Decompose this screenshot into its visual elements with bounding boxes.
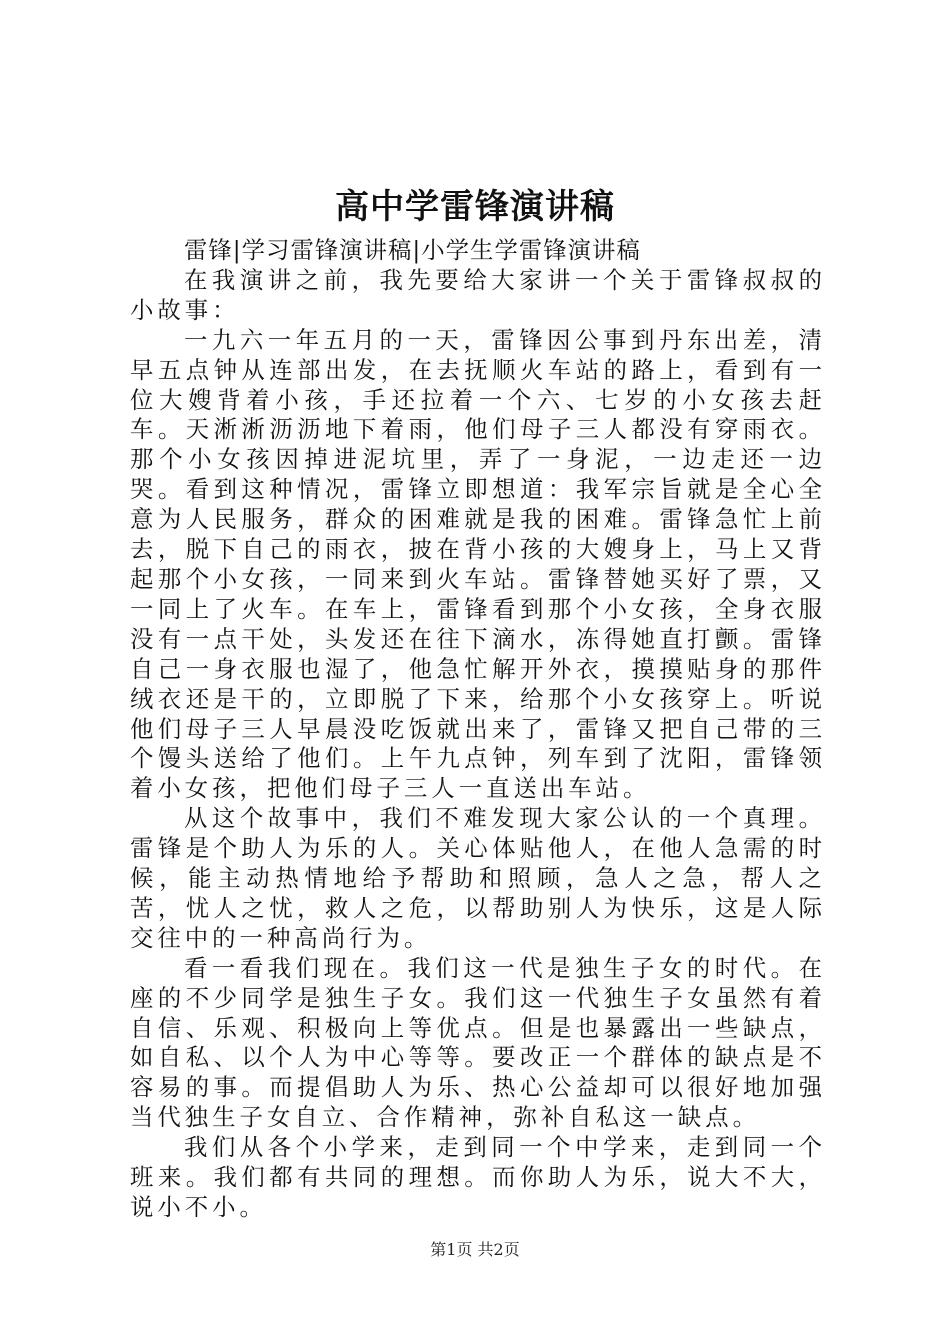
paragraph-generation: 看一看我们现在。我们这一代是独生子女的时代。在座的不少同学是独生子女。我们这一代独生子女虽然有着自信、乐观、积极向上等优点。但是也暴露出一些缺点，如自私、以个人为中心等等。要改正一个群体的缺点是不容易的事。而提倡助人为乐、热心公益却可以很好地加强当代独生子女自立、合作精神，弥补自私这一缺点。 bbox=[130, 953, 826, 1132]
paragraph-closing: 我们从各个小学来，走到同一个中学来，走到同一个班来。我们都有共同的理想。而你助人为乐，说大不大，说小不小。 bbox=[130, 1133, 826, 1221]
tags-line: 雷锋|学习雷锋演讲稿|小学生学雷锋演讲稿 bbox=[184, 236, 641, 264]
document-body bbox=[130, 236, 826, 1223]
document-title: 高中学雷锋演讲稿 bbox=[335, 187, 615, 227]
paragraph-intro: 在我演讲之前，我先要给大家讲一个关于雷锋叔叔的小故事： bbox=[130, 265, 826, 324]
paragraph-story: 一九六一年五月的一天，雷锋因公事到丹东出差，清早五点钟从连部出发，在去抚顺火车站的路上，看到有一位大嫂背着小孩，手还拉着一个六、七岁的小女孩去赶车。天淅淅沥沥地下着雨，他们母子三人都没有穿雨衣。那个小女孩因掉进泥坑里，弄了一身泥，一边走还一边哭。看到这种情况，雷锋立即想道：我军宗旨就是全心全意为人民服务，群众的困难就是我的困难。雷锋急忙上前去，脱下自己的雨衣，披在背小孩的大嫂身上，马上又背起那个小女孩，一同来到火车站。雷锋替她买好了票，又一同上了火车。在车上，雷锋看到那个小女孩，全身衣服没有一点干处，头发还在往下滴水，冻得她直打颤。雷锋自己一身衣服也湿了，他急忙解开外衣，摸摸贴身的那件绒衣还是干的，立即脱了下来，给那个小女孩穿上。听说他们母子三人早晨没吃饭就出来了，雷锋又把自己带的三个馒头送给了他们。上午九点钟，列车到了沈阳，雷锋领着小女孩，把他们母子三人一直送出车站。 bbox=[130, 325, 826, 803]
page-number: 第1页 共2页 bbox=[430, 1240, 520, 1259]
paragraph-lesson: 从这个故事中，我们不难发现大家公认的一个真理。雷锋是个助人为乐的人。关心体贴他人，在他人急需的时候，能主动热情地给予帮助和照顾，急人之急，帮人之苦，忧人之忧，救人之危，以帮助别人为快乐，这是人际交往中的一种高尚行为。 bbox=[130, 804, 826, 952]
